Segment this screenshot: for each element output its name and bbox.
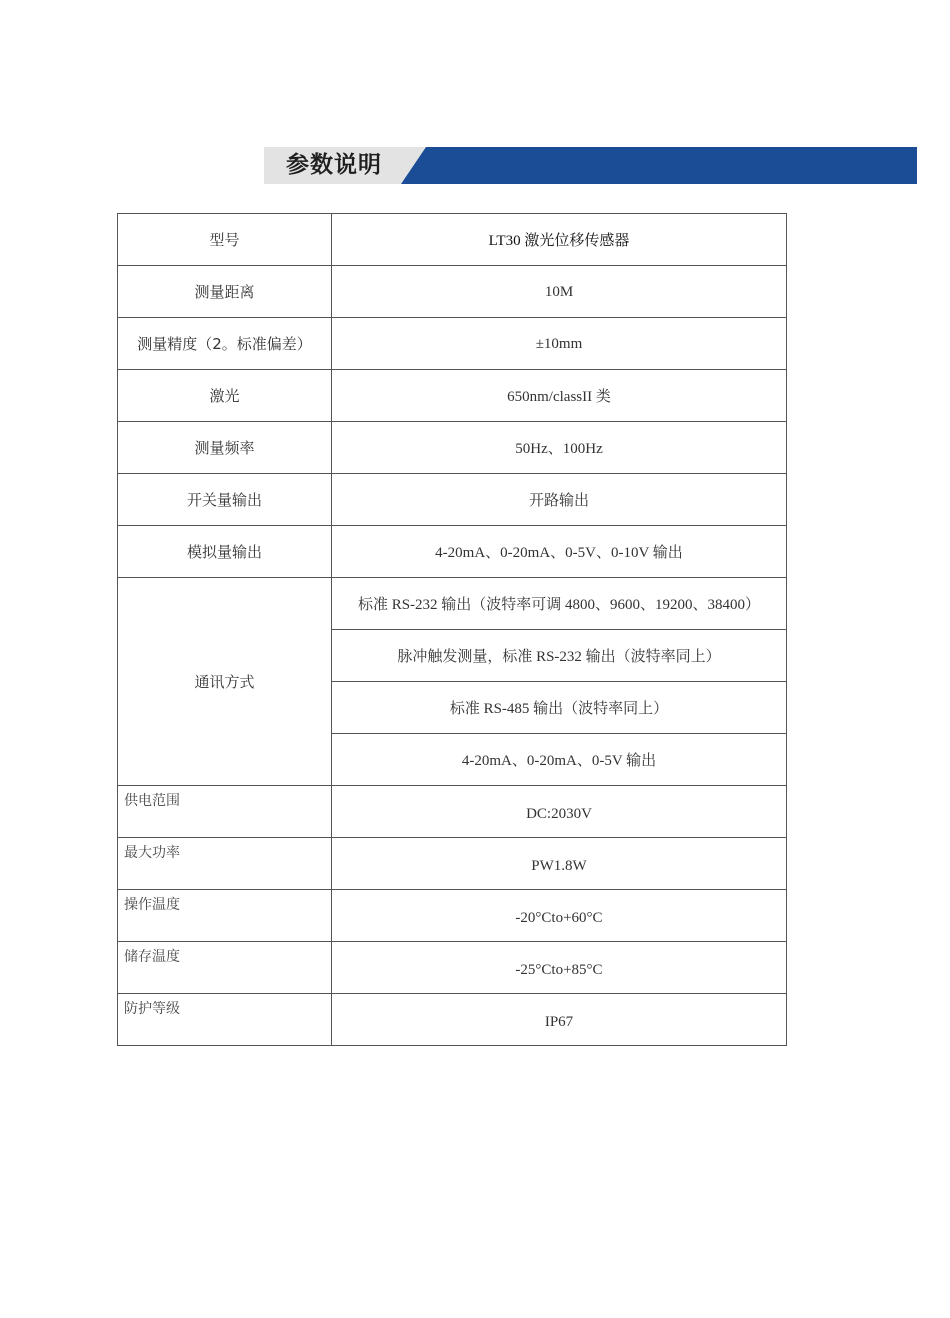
row-value — [332, 266, 787, 318]
row-label: 测量精度（2。标准偏差） — [118, 318, 332, 370]
storage-temp-value: -25°Cto+85°C — [515, 962, 603, 978]
row-value — [332, 994, 787, 1046]
row-value — [332, 526, 787, 578]
table-row — [118, 838, 787, 890]
protection-rating-value: IP67 — [544, 1014, 574, 1030]
row-value — [332, 890, 787, 942]
max-power-value: PW1.8W — [531, 858, 587, 874]
row-label: 开关量输出 — [118, 474, 332, 526]
row-label: 测量频率 — [118, 422, 332, 474]
row-value — [332, 838, 787, 890]
row-value — [332, 682, 787, 734]
table-row — [118, 370, 787, 422]
banner-blue-bar — [401, 147, 917, 184]
range-value: 10M — [544, 284, 574, 300]
model-value: LT30 激光位移传感器 — [488, 233, 630, 249]
table-row — [118, 526, 787, 578]
row-value — [332, 734, 787, 786]
row-value — [332, 942, 787, 994]
comm-label: 通讯方式 — [118, 578, 332, 786]
comm-value: 标准 RS-485 输出（波特率同上） — [449, 701, 669, 717]
row-value — [332, 630, 787, 682]
accuracy-value: ±10mm — [535, 336, 583, 352]
table-row — [118, 474, 787, 526]
table-row — [118, 994, 787, 1046]
row-label: 储存温度 — [118, 942, 332, 994]
section-title: 参数说明 — [286, 151, 382, 178]
switch-output-value: 开路输出 — [528, 493, 589, 509]
comm-value: 4-20mA、0-20mA、0-5V 输出 — [461, 753, 657, 769]
row-value — [332, 370, 787, 422]
comm-value: 标准 RS-232 输出（波特率可调 4800、9600、19200、38400） — [357, 597, 761, 613]
analog-output-value: 4-20mA、0-20mA、0-5V、0-10V 输出 — [435, 545, 683, 561]
row-value — [332, 422, 787, 474]
comm-value: 脉冲触发测量，标准 RS-232 输出（波特率同上） — [397, 649, 721, 665]
table-row — [118, 578, 787, 630]
table-row — [118, 422, 787, 474]
spec-table — [117, 213, 787, 1046]
row-label: 测量距离 — [118, 266, 332, 318]
table-row — [118, 786, 787, 838]
table-row — [118, 942, 787, 994]
row-value — [332, 318, 787, 370]
laser-value: 650nm/classII 类 — [507, 389, 611, 405]
table-row — [118, 890, 787, 942]
row-value — [332, 474, 787, 526]
row-label: 激光 — [118, 370, 332, 422]
row-label: 防护等级 — [118, 994, 332, 1046]
row-value — [332, 786, 787, 838]
operating-temp-value: -20°Cto+60°C — [515, 910, 603, 926]
row-label: 模拟量输出 — [118, 526, 332, 578]
row-label: 供电范围 — [118, 786, 332, 838]
row-value — [332, 214, 787, 266]
frequency-value: 50Hz、100Hz — [515, 441, 603, 457]
section-banner — [264, 147, 917, 184]
row-value — [332, 578, 787, 630]
table-row — [118, 266, 787, 318]
power-supply-value: DC:2030V — [526, 806, 592, 822]
row-label: 操作温度 — [118, 890, 332, 942]
row-label: 型号 — [118, 214, 332, 266]
row-label: 最大功率 — [118, 838, 332, 890]
table-row — [118, 318, 787, 370]
table-row — [118, 214, 787, 266]
